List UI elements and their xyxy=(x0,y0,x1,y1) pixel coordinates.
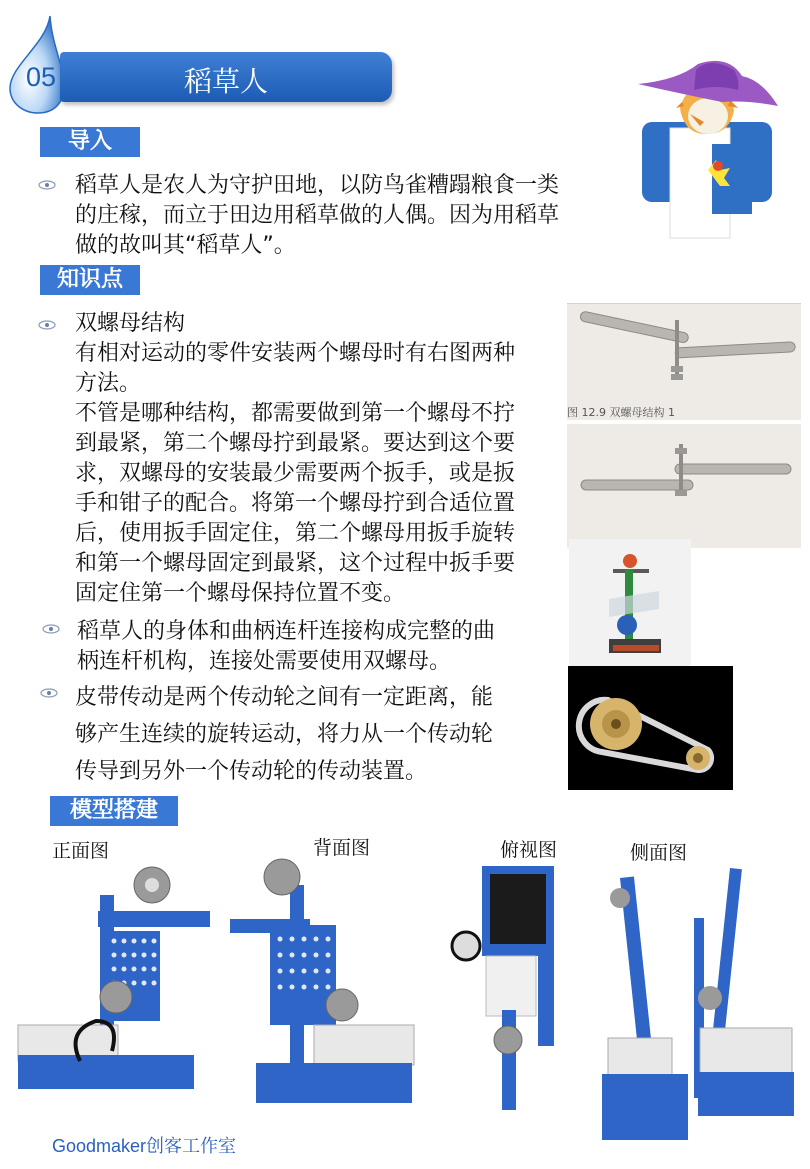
text-line: 柄连杆机构，连接处需要使用双螺母。 xyxy=(77,649,452,674)
text-line: 固定住第一个螺母保持位置不变。 xyxy=(75,581,406,606)
title-bar xyxy=(60,52,392,102)
belt-paragraph xyxy=(75,679,493,790)
text-line: 双螺母结构 xyxy=(75,311,186,336)
text-line: 方法。 xyxy=(75,371,142,396)
text-line: 和第一个螺母固定到最紧，这个过程中扳手要 xyxy=(75,551,516,576)
text-line: 后，使用扳手固定住，第二个螺母用扳手旋转 xyxy=(75,521,516,546)
view-label-front: 正面图 xyxy=(52,840,110,862)
eye-bullet-icon xyxy=(42,624,60,634)
text-line: 传导到另外一个传动轮的传动装置。 xyxy=(75,759,428,784)
double-nut-drawing xyxy=(567,304,801,404)
double-nut-figure-1 xyxy=(567,303,801,420)
text-line: 有相对运动的零件安装两个螺母时有右图两种 xyxy=(75,341,516,366)
double-nut-figure-2 xyxy=(567,424,801,548)
text-line: 稻草人是农人为守护田地，以防鸟雀糟蹋粮食一类 xyxy=(75,173,560,198)
crank-paragraph xyxy=(77,617,495,677)
eye-bullet-icon xyxy=(38,180,56,190)
section-tag-knowledge: 知识点 xyxy=(40,265,140,295)
section-tag-intro: 导入 xyxy=(40,127,140,157)
page-title: 稻草人 xyxy=(183,65,268,98)
intro-paragraph xyxy=(75,171,559,261)
text-line: 不管是哪种结构，都需要做到第一个螺母不拧 xyxy=(75,401,516,426)
text-line: 手和钳子的配合。将第一个螺母拧到合适位置 xyxy=(75,491,516,516)
model-back-view xyxy=(230,855,420,1109)
view-label-back: 背面图 xyxy=(313,837,371,859)
text-line: 到最紧，第二个螺母拧到最紧。要达到这个要 xyxy=(75,431,516,456)
belt-drawing xyxy=(568,666,733,790)
section-tag-build: 模型搭建 xyxy=(50,796,178,826)
model-top-view xyxy=(446,860,576,1112)
text-line: 求，双螺母的安装最少需要两个扳手，或是扳 xyxy=(75,461,516,486)
view-label-top: 俯视图 xyxy=(500,839,558,861)
text-line: 皮带传动是两个传动轮之间有一定距离，能 xyxy=(75,685,494,710)
model-side-view xyxy=(590,858,810,1142)
chapter-number: 05 xyxy=(26,62,57,92)
eye-bullet-icon xyxy=(40,688,58,698)
crank-drawing xyxy=(569,539,691,666)
crank-mechanism-render xyxy=(569,539,691,666)
eye-bullet-icon xyxy=(38,320,56,330)
scarecrow-illustration xyxy=(630,54,780,240)
footer-brand: Goodmaker创客工作室 xyxy=(52,1136,237,1156)
text-line: 的庄稼，而立于田边用稻草做的人偶。因为用稻草 xyxy=(75,203,560,228)
figure-caption: 图 12.9 双螺母结构 1 xyxy=(567,406,675,419)
text-line: 稻草人的身体和曲柄连杆连接构成完整的曲 xyxy=(77,619,496,644)
double-nut-drawing xyxy=(567,424,801,548)
knowledge-paragraph xyxy=(75,309,515,609)
belt-drive-render xyxy=(568,666,733,790)
model-front-view xyxy=(10,855,220,1095)
text-line: 做的故叫其“稻草人”。 xyxy=(75,233,296,258)
text-line: 够产生连续的旋转运动，将力从一个传动轮 xyxy=(75,722,494,747)
view-label-side: 侧面图 xyxy=(630,842,688,864)
